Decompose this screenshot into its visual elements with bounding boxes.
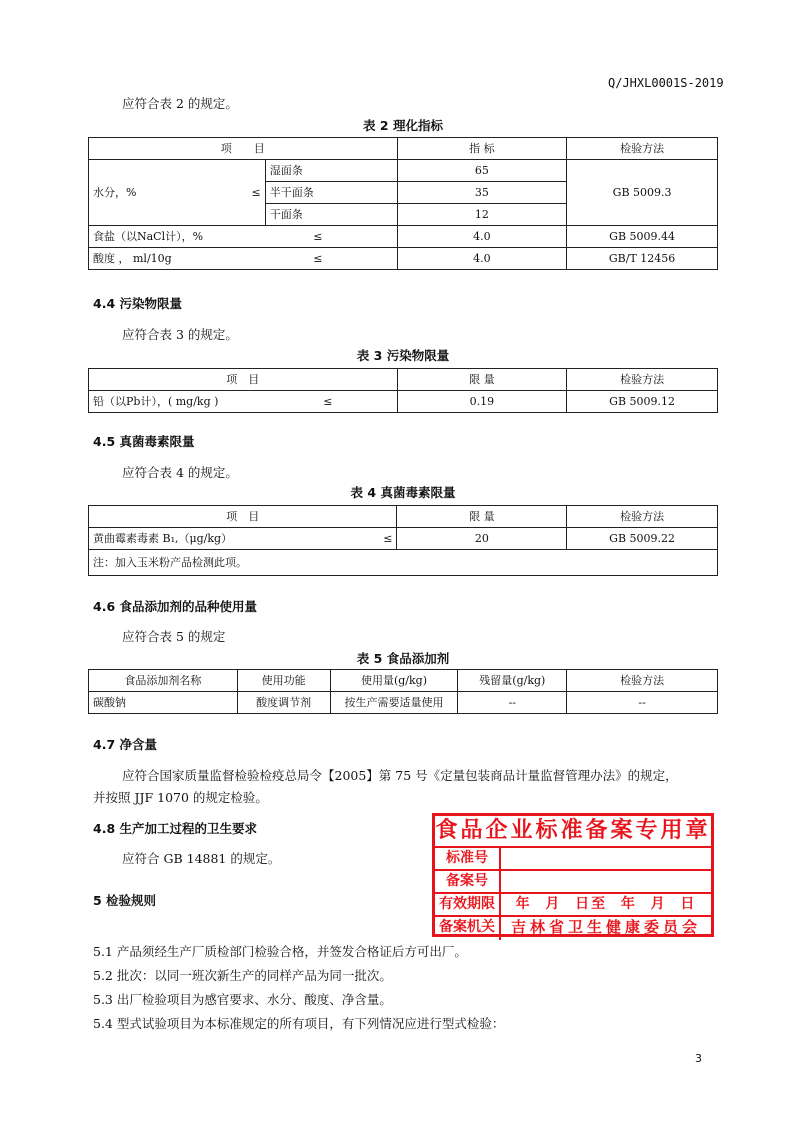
- section-5-heading: 5 检验规则: [93, 893, 157, 908]
- stamp-value: 吉林省卫生健康委员会: [510, 918, 701, 936]
- table-row: 酸度 ， ml/10g ≤ 4.0 GB/T 12456: [89, 248, 718, 270]
- table-row: 黄曲霉素毒素 B₁,（μg/kg） ≤ 20 GB 5009.22: [89, 528, 718, 550]
- stamp-label: 有效期限: [435, 894, 501, 915]
- stamp-title: 食品企业标准备案专用章: [435, 816, 711, 848]
- intro-table4: 应符合表 4 的规定。: [122, 465, 238, 480]
- list-item: 5.4 型式试验项目为本标准规定的所有项目，有下列情况应进行型式检验：: [93, 1016, 505, 1031]
- table-row: 碳酸钠 酸度调节剂 按生产需要适量使用 -- --: [89, 692, 718, 714]
- table2-caption: 表 2 理化指标: [363, 118, 443, 133]
- section-4-6-heading: 4.6 食品添加剂的品种使用量: [93, 599, 257, 614]
- intro-table3: 应符合表 3 的规定。: [122, 327, 238, 342]
- list-item: 5.1 产品须经生产厂质检部门检验合格，并签发合格证后方可出厂。: [93, 944, 467, 959]
- table-row: 食盐（以NaCl计），% ≤ 4.0 GB 5009.44: [89, 226, 718, 248]
- section-4-8-heading: 4.8 生产加工过程的卫生要求: [93, 821, 257, 836]
- stamp-label: 备案机关: [435, 917, 501, 940]
- intro-table2: 应符合表 2 的规定。: [122, 96, 238, 111]
- header-cell: 项 目: [89, 369, 398, 391]
- section-4-7-heading: 4.7 净含量: [93, 737, 157, 752]
- stamp-value: 年 月 日至 年 月 日: [515, 896, 697, 912]
- header-cell: 指 标: [397, 138, 567, 160]
- table5: [88, 669, 718, 714]
- filing-stamp: [432, 813, 714, 937]
- cell: 12: [397, 204, 567, 226]
- table5-caption: 表 5 食品添加剂: [356, 651, 450, 666]
- table-note: 注：加入玉米粉产品检测此项。: [89, 550, 718, 576]
- header-cell: 使用量(g/kg): [330, 670, 458, 692]
- header-cell: 项 目: [89, 138, 398, 160]
- cell: 湿面条: [265, 160, 397, 182]
- standard-code: Q/JHXL0001S-2019: [608, 76, 724, 90]
- stamp-label: 备案号: [435, 871, 501, 892]
- table4: [88, 505, 718, 576]
- header-cell: 限 量: [397, 369, 567, 391]
- table3-caption: 表 3 污染物限量: [356, 348, 450, 363]
- section-4-4-heading: 4.4 污染物限量: [93, 296, 182, 311]
- table-row: 铅（以Pb计），( mg/kg ) ≤ 0.19 GB 5009.12: [89, 391, 718, 413]
- intro-table5: 应符合表 5 的规定: [122, 629, 226, 644]
- paragraph-line: 应符合 GB 14881 的规定。: [122, 851, 281, 866]
- cell: 35: [397, 182, 567, 204]
- moisture-label-cell: 水分，% ≤: [89, 160, 266, 226]
- stamp-label: 标准号: [435, 848, 501, 869]
- header-cell: 检验方法: [567, 506, 718, 528]
- header-cell: 残留量(g/kg): [458, 670, 567, 692]
- header-cell: 限 量: [397, 506, 567, 528]
- paragraph-line: 并按照 JJF 1070 的规定检验。: [93, 790, 268, 805]
- header-cell: 项 目: [89, 506, 397, 528]
- table3: [88, 368, 718, 413]
- paragraph-line: 应符合国家质量监督检验检疫总局令【2005】第 75 号《定量包装商品计量监督管理办法》的规定，: [122, 768, 678, 783]
- header-cell: 食品添加剂名称: [89, 670, 238, 692]
- page-number: 3: [695, 1052, 702, 1065]
- list-item: 5.3 出厂检验项目为感官要求、水分、酸度、净含量。: [93, 992, 392, 1007]
- header-cell: 检验方法: [567, 670, 718, 692]
- stamp-value: [501, 848, 711, 869]
- stamp-value: [501, 871, 711, 892]
- table2: [88, 137, 718, 270]
- header-cell: 检验方法: [567, 369, 718, 391]
- header-cell: 使用功能: [237, 670, 330, 692]
- cell: 65: [397, 160, 567, 182]
- cell: 半干面条: [265, 182, 397, 204]
- table4-caption: 表 4 真菌毒素限量: [350, 485, 456, 500]
- list-item: 5.2 批次：以同一班次新生产的同样产品为同一批次。: [93, 968, 392, 983]
- section-4-5-heading: 4.5 真菌毒素限量: [93, 434, 195, 449]
- cell: 干面条: [265, 204, 397, 226]
- cell: GB 5009.3: [567, 160, 718, 226]
- header-cell: 检验方法: [567, 138, 718, 160]
